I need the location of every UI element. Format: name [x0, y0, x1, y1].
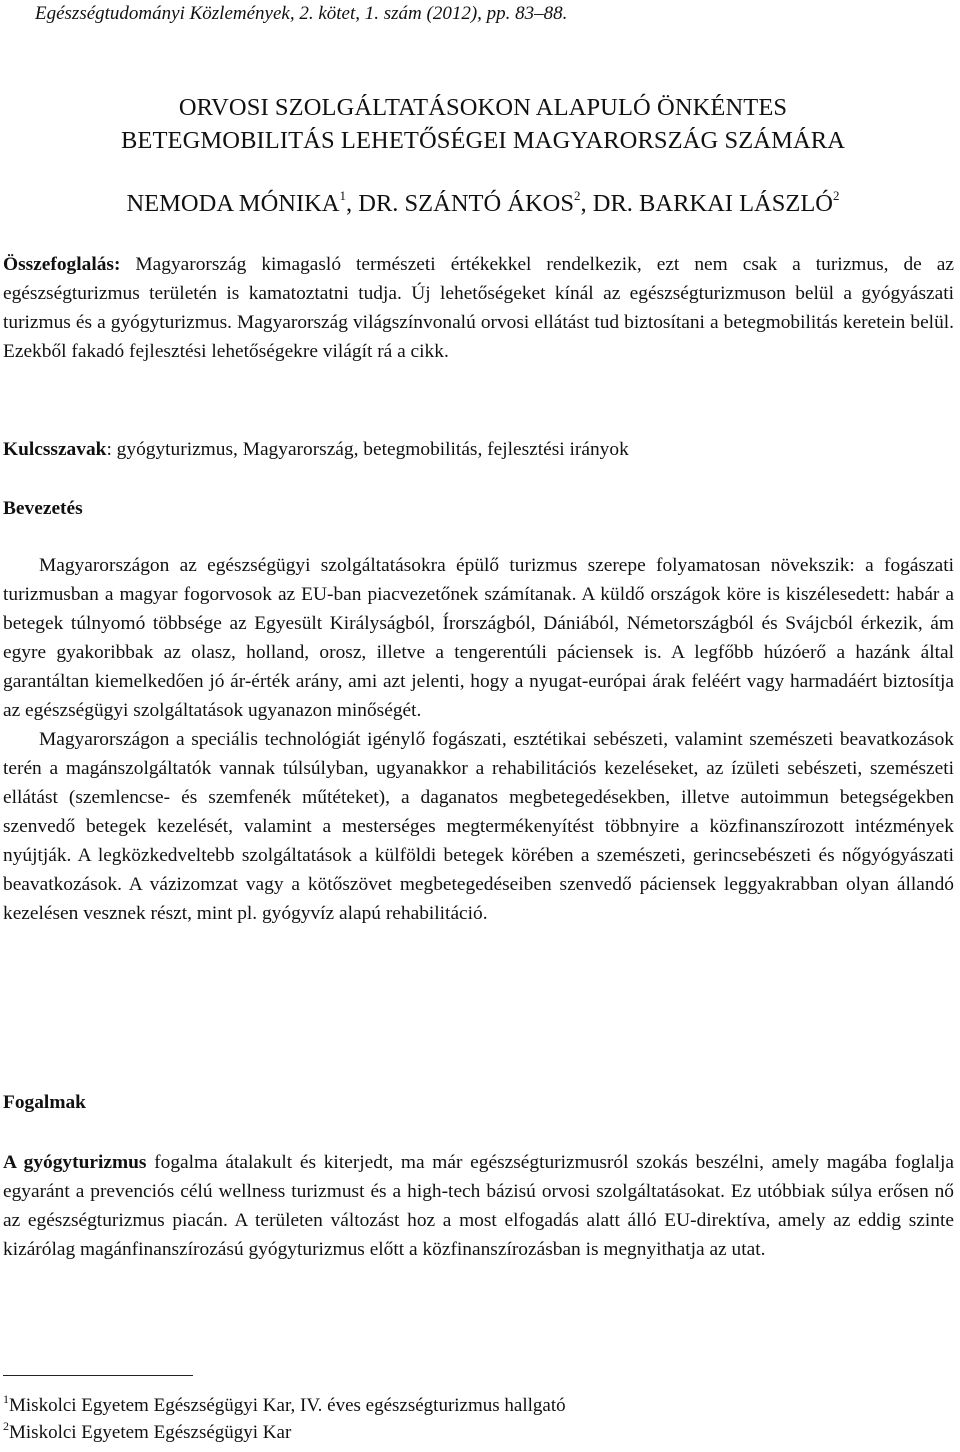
footnote-1-text: Miskolci Egyetem Egészségügyi Kar, IV. éves egészségturizmus hallgató — [9, 1395, 566, 1416]
author-3: , DR. BARKAI LÁSZLÓ — [580, 190, 834, 217]
keywords-label: Kulcsszavak — [3, 439, 107, 460]
keywords-text: : gyógyturizmus, Magyarország, betegmobilitás, fejlesztési irányok — [106, 439, 629, 460]
keywords — [3, 435, 954, 464]
author-list — [3, 186, 960, 222]
lead-term: A gyógyturizmus — [3, 1152, 147, 1173]
author-2-affiliation: 2 — [574, 188, 581, 203]
journal-citation: Egészségtudományi Közlemények, 2. kötet, 1. szám (2012), pp. 83–88. — [35, 3, 568, 24]
author-2: , DR. SZÁNTÓ ÁKOS — [346, 190, 575, 217]
footnote-2-marker: 2 — [3, 1419, 9, 1433]
section-introduction-body — [3, 551, 954, 928]
section-heading-introduction: Bevezetés — [3, 498, 83, 519]
footnote-1 — [3, 1394, 566, 1418]
title-line-1: ORVOSI SZOLGÁLTATÁSOKON ALAPULÓ ÖNKÉNTES — [178, 94, 788, 121]
footnote-2-text: Miskolci Egyetem Egészségügyi Kar — [9, 1422, 292, 1443]
abstract-text: Magyarország kimagasló természeti értékekkel rendelkezik, ezt nem csak a turizmus, de az egészségturizmus területén is kamatoztatni tudja. Új lehetőségeket kínál az egészségturizmuson belül a gyógyászati turizmus és a gyógyturizmus. Magyarország világszínvonalú orvosi ellátást tud biztosítani a betegmobilitás keretein belül. Ezekből fakadó fejlesztési lehetőségekre világít rá a cikk. — [3, 254, 954, 362]
section-concepts-body — [3, 1148, 954, 1264]
paragraph: Magyarországon a speciális technológiát igénylő fogászati, esztétikai sebészeti, valamint szemészeti beavatkozások terén a magánszolgáltatók vannak túlsúlyban, ugyanakkor a rehabilitációs kezeléseket, az ízületi sebészeti, szemészeti ellátást (szemlencse- és szemfenék műtéteket), a daganatos megbetegedésekben, illetve autoimmun betegségekben szenvedő betegek kezelését, valamint a mesterséges megtermékenyítést többnyire a közfinanszírozott intézmények nyújtják. A legközkedveltebb szolgáltatások a külföldi betegek körében a szemészeti, gerincsebészeti és nőgyógyászati beavatkozások. A vázizomzat vagy a kötőszövet megbetegedéseiben szenvedő páciensek leggyakrabban olyan állandó kezelésen vesznek részt, mint pl. gyógyvíz alapú rehabilitáció. — [3, 729, 954, 924]
article-title — [3, 91, 960, 157]
author-3-affiliation: 2 — [833, 188, 840, 203]
abstract-label: Összefoglalás: — [3, 254, 121, 275]
paragraph: fogalma átalakult és kiterjedt, ma már egészségturizmusról szokás beszélni, amely magába foglalja egyaránt a prevenciós célú wellness turizmust és a high-tech bázisú orvosi szolgáltatásokat. Ez utóbbiak súlya erősen nő az egészségturizmus piacán. A területen változást hoz a most elfogadás alatt álló EU-direktíva, amely az eddig szinte kizárólag magánfinanszírozású gyógyturizmus előtt a közfinanszírozásban is megnyithatja az utat. — [3, 1152, 954, 1260]
paragraph: Magyarországon az egészségügyi szolgáltatásokra épülő turizmus szerepe folyamatosan növekszik: a fogászati turizmusban a magyar fogorvosok az EU-ban piacvezetőnek számítanak. A küldő országok köre is kiszélesedett: habár a betegek túlnyomó többsége az Egyesült Királyságból, Írországból, Dániából, Németországból és Svájcból érkezik, ám egyre gyakoribbak az olasz, holland, orosz, illetve a tengerentúli páciensek is. A legfőbb húzóerő a hazánk által garantáltan kiemelkedően jó ár-érték arány, ami azt jelenti, hogy a nyugat-európai árak feléért vagy harmadáért biztosítja az egészségügyi szolgáltatások ugyanazon minőségét. — [3, 555, 954, 721]
title-line-2: BETEGMOBILITÁS LEHETŐSÉGEI MAGYARORSZÁG SZÁMÁRA — [120, 127, 846, 154]
author-1-affiliation: 1 — [339, 188, 346, 203]
section-heading-concepts: Fogalmak — [3, 1092, 86, 1113]
footnote-2 — [3, 1421, 291, 1445]
abstract — [3, 250, 954, 366]
author-1: NEMODA MÓNIKA — [126, 190, 340, 217]
footnote-1-marker: 1 — [3, 1392, 9, 1406]
footnote-separator — [3, 1375, 193, 1376]
